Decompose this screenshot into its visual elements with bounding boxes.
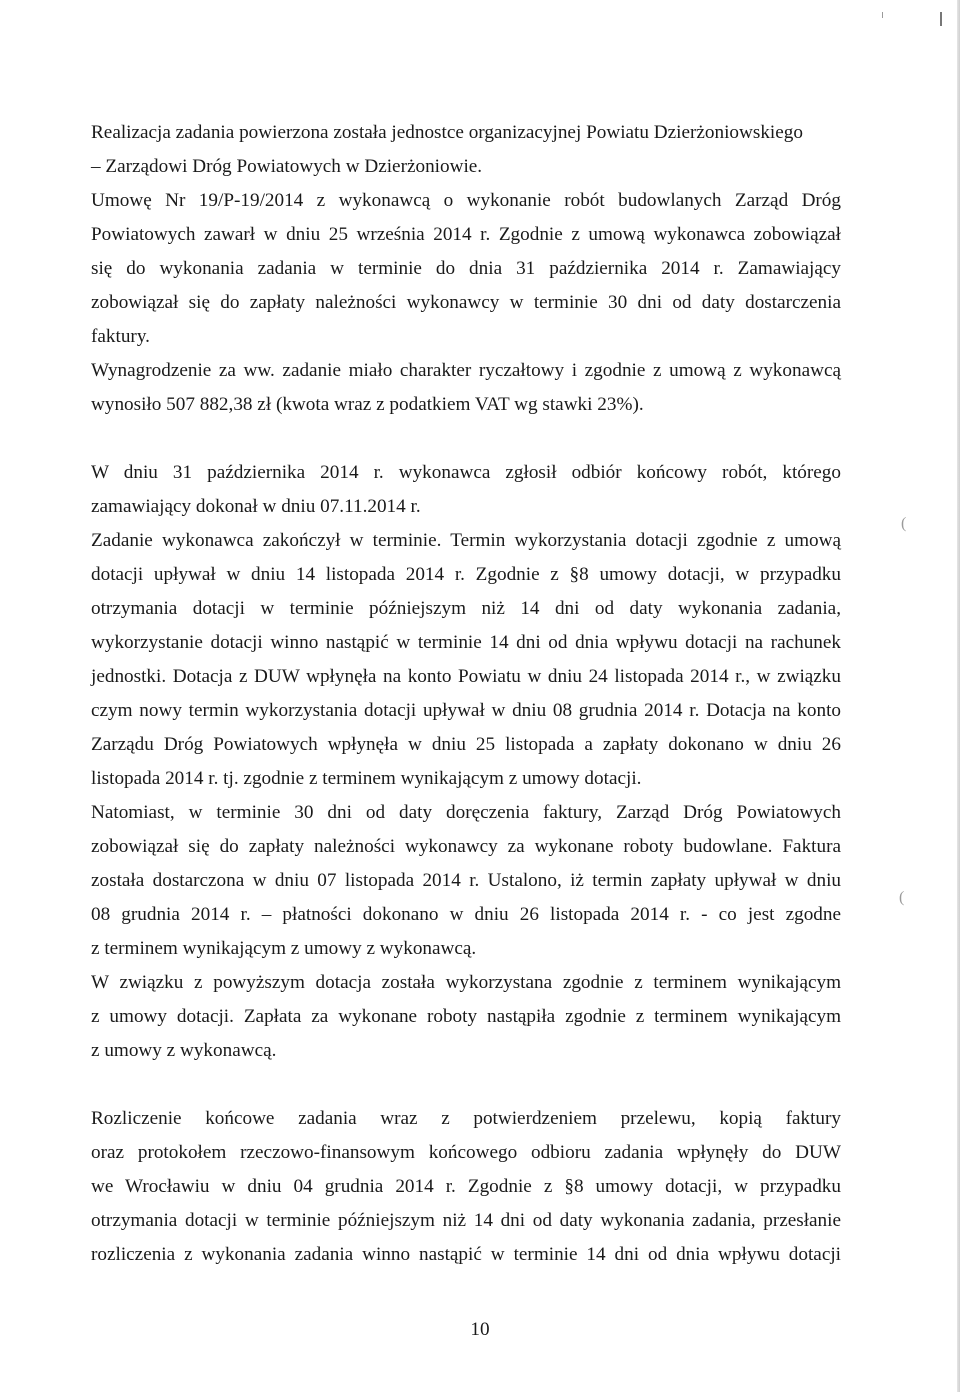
- paragraph-gap: [91, 1068, 841, 1102]
- text-line: z umowy dotacji. Zapłata za wykonane roboty nastąpiła zgodnie z terminem wynikającym: [91, 1006, 841, 1027]
- text-line: 08 grudnia 2014 r. – płatności dokonano w dniu 26 listopada 2014 r. - co jest zgodne: [91, 904, 841, 925]
- text-line: – Zarządowi Dróg Powiatowych w Dzierżoniowie.: [91, 156, 483, 177]
- text-line: Umowę Nr 19/P-19/2014 z wykonawcą o wykonanie robót budowlanych Zarząd Dróg: [91, 190, 841, 211]
- text-line: Wynagrodzenie za ww. zadanie miało charakter ryczałtowy i zgodnie z umową z wykonawcą: [91, 360, 841, 381]
- text-line: Powiatowych zawarł w dniu 25 września 2014 r. Zgodnie z umową wykonawca zobowiązał: [91, 224, 841, 245]
- text-line: dotacji upływał w dniu 14 listopada 2014 r. Zgodnie z §8 umowy dotacji, w przypadku: [91, 564, 841, 585]
- scan-artifact: [940, 12, 942, 26]
- margin-mark: (: [899, 889, 905, 906]
- text-line: W związku z powyższym dotacja została wykorzystana zgodnie z terminem wynikającym: [91, 972, 841, 993]
- paragraph: [91, 116, 841, 184]
- page-number: 10: [470, 1319, 490, 1340]
- paragraph: [91, 796, 841, 966]
- text-line: Realizacja zadania powierzona została jednostce organizacyjnej Powiatu Dzierżoniowskiego: [91, 122, 803, 143]
- document-body: [91, 116, 841, 1272]
- paragraph: [91, 524, 841, 796]
- text-line: jednostki. Dotacja z DUW wpłynęła na konto Powiatu w dniu 24 listopada 2014 r., w związku: [91, 666, 841, 687]
- text-line: wynosiło 507 882,38 zł (kwota wraz z podatkiem VAT wg stawki 23%).: [91, 394, 644, 415]
- text-line: zobowiązał się do zapłaty należności wykonawcy w terminie 30 dni od daty dostarczenia: [91, 292, 841, 313]
- text-line: Natomiast, w terminie 30 dni od daty doręczenia faktury, Zarząd Dróg Powiatowych: [91, 802, 841, 823]
- text-line: się do wykonania zadania w terminie do dnia 31 października 2014 r. Zamawiający: [91, 258, 841, 279]
- text-line: listopada 2014 r. tj. zgodnie z terminem wynikającym z umowy dotacji.: [91, 768, 642, 789]
- text-line: zamawiający dokonał w dniu 07.11.2014 r.: [91, 496, 421, 517]
- text-line: faktury.: [91, 326, 150, 347]
- text-line: czym nowy termin wykorzystania dotacji upływał w dniu 08 grudnia 2014 r. Dotacja na konto: [91, 700, 841, 721]
- text-line: Rozliczenie końcowe zadania wraz z potwierdzeniem przelewu, kopią faktury: [91, 1108, 841, 1129]
- paragraph: [91, 354, 841, 422]
- scan-artifact: [882, 12, 883, 18]
- text-line: we Wrocławiu w dniu 04 grudnia 2014 r. Zgodnie z §8 umowy dotacji, w przypadku: [91, 1176, 841, 1197]
- paragraph: [91, 456, 841, 524]
- text-line: wykorzystanie dotacji winno nastąpić w terminie 14 dni od dnia wpływu dotacji na rachunek: [91, 632, 841, 653]
- text-line: oraz protokołem rzeczowo-finansowym końcowego odbioru zadania wpłynęły do DUW: [91, 1142, 841, 1163]
- text-line: W dniu 31 października 2014 r. wykonawca zgłosił odbiór końcowy robót, którego: [91, 462, 841, 483]
- text-line: z umowy z wykonawcą.: [91, 1040, 277, 1061]
- text-line: z terminem wynikającym z umowy z wykonawcą.: [91, 938, 477, 959]
- text-line: została dostarczona w dniu 07 listopada 2014 r. Ustalono, iż termin zapłaty upływał w dniu: [91, 870, 841, 891]
- text-line: otrzymania dotacji w terminie późniejszym niż 14 dni od daty wykonania zadania,: [91, 598, 841, 619]
- text-line: otrzymania dotacji w terminie późniejszym niż 14 dni od daty wykonania zadania, przesłanie: [91, 1210, 841, 1231]
- margin-mark: (: [901, 515, 907, 532]
- text-line: Zadanie wykonawca zakończył w terminie. Termin wykorzystania dotacji zgodnie z umową: [91, 530, 841, 551]
- text-line: rozliczenia z wykonania zadania winno nastąpić w terminie 14 dni od dnia wpływu dotacji: [91, 1244, 841, 1265]
- paragraph: [91, 966, 841, 1068]
- text-line: zobowiązał się do zapłaty należności wykonawcy za wykonane roboty budowlane. Faktura: [91, 836, 841, 857]
- paragraph-gap: [91, 422, 841, 456]
- paragraph: [91, 184, 841, 354]
- text-line: Zarządu Dróg Powiatowych wpłynęła w dniu 25 listopada a zapłaty dokonano w dniu 26: [91, 734, 841, 755]
- paragraph: [91, 1102, 841, 1272]
